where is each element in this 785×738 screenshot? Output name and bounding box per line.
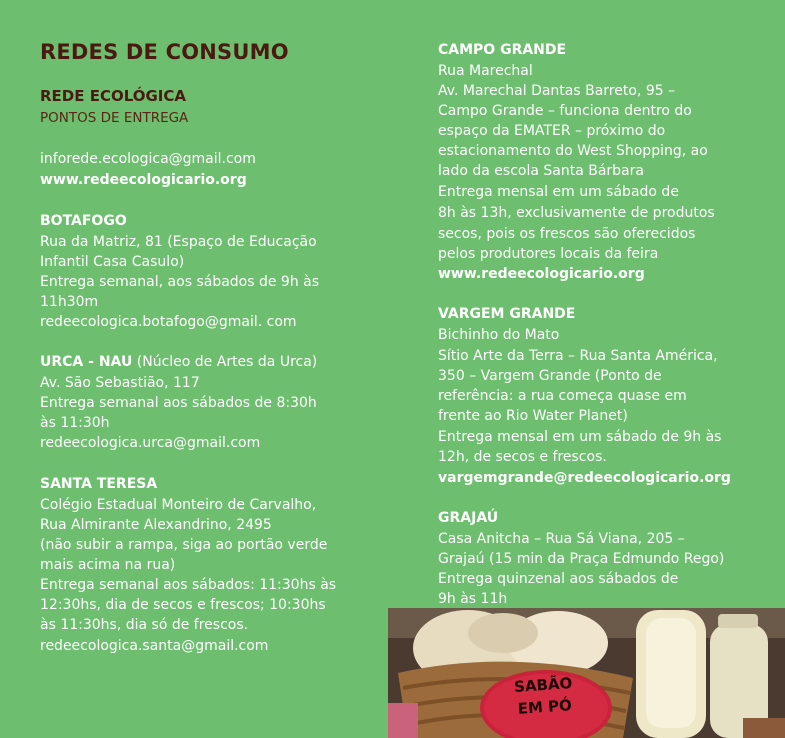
vargem-grande-line: 12h, de secos e frescos. bbox=[438, 449, 607, 465]
santa-teresa-line: (não subir a rampa, siga ao portão verde bbox=[40, 537, 328, 553]
soap-sign-line: EM PÓ bbox=[517, 696, 573, 718]
campo-grande-line: Entrega mensal em um sábado de bbox=[438, 184, 679, 200]
vargem-grande-heading: VARGEM GRANDE bbox=[438, 306, 576, 322]
campo-grande-line: lado da escola Santa Bárbara bbox=[438, 163, 644, 179]
network-subtitle: PONTOS DE ENTREGA bbox=[40, 110, 189, 126]
grajau-line: 9h às 11h bbox=[438, 591, 508, 607]
campo-grande-line: Rua Marechal bbox=[438, 63, 533, 79]
santa-teresa-line: mais acima na rua) bbox=[40, 557, 176, 573]
botafogo-heading: BOTAFOGO bbox=[40, 213, 127, 229]
page-title: REDES DE CONSUMO bbox=[40, 40, 289, 64]
campo-grande-website: www.redeecologicario.org bbox=[438, 266, 645, 282]
vargem-grande-line: Entrega mensal em um sábado de 9h às bbox=[438, 429, 722, 445]
botafogo-line: Infantil Casa Casulo) bbox=[40, 254, 185, 270]
santa-teresa-line: Entrega semanal aos sábados: 11:30hs às bbox=[40, 577, 337, 593]
santa-teresa-line: Colégio Estadual Monteiro de Carvalho, bbox=[40, 497, 317, 513]
network-email: inforede.ecologica@gmail.com bbox=[40, 151, 256, 167]
campo-grande-line: Av. Marechal Dantas Barreto, 95 – bbox=[438, 83, 676, 99]
santa-teresa-line: 12:30hs, dia de secos e frescos; 10:30hs bbox=[40, 597, 326, 613]
vargem-grande-email: vargemgrande@redeecologicario.org bbox=[438, 470, 731, 486]
urca-heading bbox=[40, 352, 317, 372]
urca-name-note: (Núcleo de Artes da Urca) bbox=[132, 354, 318, 370]
botafogo-email: redeecologica.botafogo@gmail. com bbox=[40, 314, 297, 330]
urca-name: URCA - NAU bbox=[40, 354, 133, 370]
grajau-line: Casa Anitcha – Rua Sá Viana, 205 – bbox=[438, 531, 685, 547]
network-name: REDE ECOLÓGICA bbox=[40, 87, 187, 105]
urca-line: às 11:30h bbox=[40, 415, 110, 431]
santa-teresa-line: Rua Almirante Alexandrino, 2495 bbox=[40, 517, 272, 533]
santa-teresa-email: redeecologica.santa@gmail.com bbox=[40, 638, 269, 654]
vargem-grande-line: referência: a rua começa quase em bbox=[438, 388, 687, 404]
vargem-grande-line: Sítio Arte da Terra – Rua Santa América, bbox=[438, 348, 718, 364]
campo-grande-heading: CAMPO GRANDE bbox=[438, 42, 567, 58]
campo-grande-line: secos, pois os frescos são oferecidos bbox=[438, 226, 696, 242]
soap-sign bbox=[483, 670, 606, 722]
campo-grande-line: Campo Grande – funciona dentro do bbox=[438, 103, 692, 119]
botafogo-line: Entrega semanal, aos sábados de 9h às bbox=[40, 274, 320, 290]
vargem-grande-line: 350 – Vargem Grande (Ponto de bbox=[438, 368, 662, 384]
network-website: www.redeecologicario.org bbox=[40, 172, 247, 188]
urca-line: Entrega semanal aos sábados de 8:30h bbox=[40, 395, 317, 411]
campo-grande-line: pelos produtores locais da feira bbox=[438, 246, 659, 262]
grajau-heading: GRAJAÚ bbox=[438, 510, 499, 526]
campo-grande-line: estacionamento do West Shopping, ao bbox=[438, 143, 708, 159]
grajau-line: Entrega quinzenal aos sábados de bbox=[438, 571, 679, 587]
santa-teresa-heading: SANTA TERESA bbox=[40, 476, 158, 492]
campo-grande-line: espaço da EMATER – próximo do bbox=[438, 123, 666, 139]
grajau-line: Grajaú (15 min da Praça Edmundo Rego) bbox=[438, 551, 725, 567]
soap-sign-line: SABÃO bbox=[513, 674, 573, 697]
vargem-grande-line: frente ao Rio Water Planet) bbox=[438, 408, 628, 424]
urca-line: Av. São Sebastião, 117 bbox=[40, 375, 200, 391]
market-photo bbox=[388, 608, 785, 738]
urca-email: redeecologica.urca@gmail.com bbox=[40, 435, 261, 451]
santa-teresa-line: às 11:30hs, dia só de frescos. bbox=[40, 617, 249, 633]
botafogo-line: 11h30m bbox=[40, 294, 99, 310]
vargem-grande-line: Bichinho do Mato bbox=[438, 327, 560, 343]
campo-grande-line: 8h às 13h, exclusivamente de produtos bbox=[438, 205, 715, 221]
botafogo-line: Rua da Matriz, 81 (Espaço de Educação bbox=[40, 234, 317, 250]
